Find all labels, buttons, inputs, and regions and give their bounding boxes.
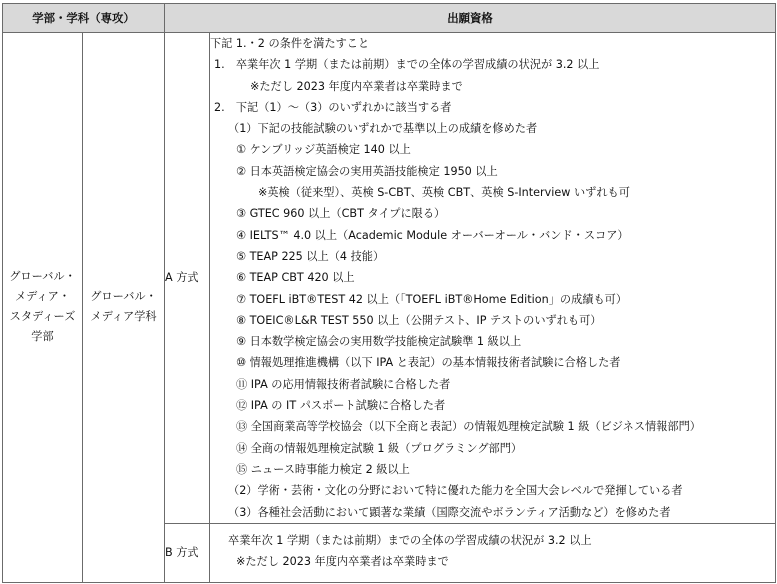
exam-item: ⑦ TOEFL iBT®TEST 42 以上（「TOEFL iBT®Home Edition」の成績も可） xyxy=(236,292,628,306)
exam-item: ⑨ 日本数学検定協会の実用数学技能検定試験準 1 級以上 xyxy=(236,335,522,349)
condition-2-sub-3: （3）各種社会活動において顕著な業績（国際交流やボランティア活動など）を修めた者 xyxy=(228,505,671,519)
department-name-line: グローバル・ xyxy=(90,290,157,304)
exam-item: ⑫ IPA の IT パスポート試験に合格した者 xyxy=(236,399,446,413)
exam-item: ⑭ 全商の情報処理検定試験 1 級（プログラミング部門） xyxy=(236,441,523,455)
condition-1: 1. 卒業年次 1 学期（または前期）までの全体の学習成績の状況が 3.2 以上 xyxy=(214,58,600,72)
table-header-row xyxy=(3,4,776,33)
table-row-method-a xyxy=(3,33,776,524)
exam-item: ④ IELTS™ 4.0 以上（Academic Module オーバーオール・バンド・スコア） xyxy=(236,228,629,242)
condition-2: 2. 下記（1）～（3）のいずれかに該当する者 xyxy=(214,100,452,114)
faculty-name-line: 学部 xyxy=(31,330,54,344)
admission-requirements-table xyxy=(2,3,776,583)
method-a-conditions xyxy=(210,33,776,524)
faculty-name-line: メディア・ xyxy=(14,290,71,304)
exam-item-note: ※英検（従来型）、英検 S-CBT、英検 CBT、英検 S-Interview いずれも可 xyxy=(258,186,630,200)
exam-item: ⑤ TEAP 225 以上（4 技能） xyxy=(236,249,385,263)
exam-item: ② 日本英語検定協会の実用英語技能検定 1950 以上 xyxy=(236,164,498,178)
method-b-note: ※ただし 2023 年度内卒業者は卒業時まで xyxy=(236,554,449,568)
department-cell xyxy=(83,33,165,583)
condition-1-note: ※ただし 2023 年度内卒業者は卒業時まで xyxy=(250,79,463,93)
header-qualification: 出願資格 xyxy=(165,4,776,33)
faculty-name-line: グローバル・ xyxy=(9,270,76,284)
method-b-conditions xyxy=(210,523,776,582)
exam-item: ⑧ TOEIC®L&R TEST 550 以上（公開テスト、IP テストのいずれも可） xyxy=(236,313,602,327)
exam-item: ⑪ IPA の応用情報技術者試験に合格した者 xyxy=(236,377,451,391)
method-b-label: B 方式 xyxy=(165,523,210,582)
method-b-condition: 卒業年次 1 学期（または前期）までの全体の学習成績の状況が 3.2 以上 xyxy=(228,533,592,547)
exam-item: ⑬ 全国商業高等学校協会（以下全商と表記）の情報処理検定試験 1 級（ビジネス情報部門） xyxy=(236,420,701,434)
condition-2-sub-2: （2）学術・芸術・文化の分野において特に優れた能力を全国大会レベルで発揮している者 xyxy=(228,484,683,498)
department-name-line: メディア学科 xyxy=(90,310,157,324)
header-faculty-department: 学部・学科（専攻） xyxy=(3,4,165,33)
faculty-name-line: スタディーズ xyxy=(9,310,76,324)
exam-item: ⑩ 情報処理推進機構（以下 IPA と表記）の基本情報技術者試験に合格した者 xyxy=(236,356,621,370)
faculty-cell xyxy=(3,33,83,583)
condition-2-sub-1: （1）下記の技能試験のいずれかで基準以上の成績を修めた者 xyxy=(228,122,538,136)
method-a-label: A 方式 xyxy=(165,33,210,524)
exam-item: ⑮ ニュース時事能力検定 2 級以上 xyxy=(236,462,410,476)
condition-intro: 下記 1.・2 の条件を満たすこと xyxy=(210,37,370,50)
exam-item: ③ GTEC 960 以上（CBT タイプに限る） xyxy=(236,207,446,221)
exam-item: ⑥ TEAP CBT 420 以上 xyxy=(236,271,355,285)
exam-item: ① ケンブリッジ英語検定 140 以上 xyxy=(236,143,411,157)
